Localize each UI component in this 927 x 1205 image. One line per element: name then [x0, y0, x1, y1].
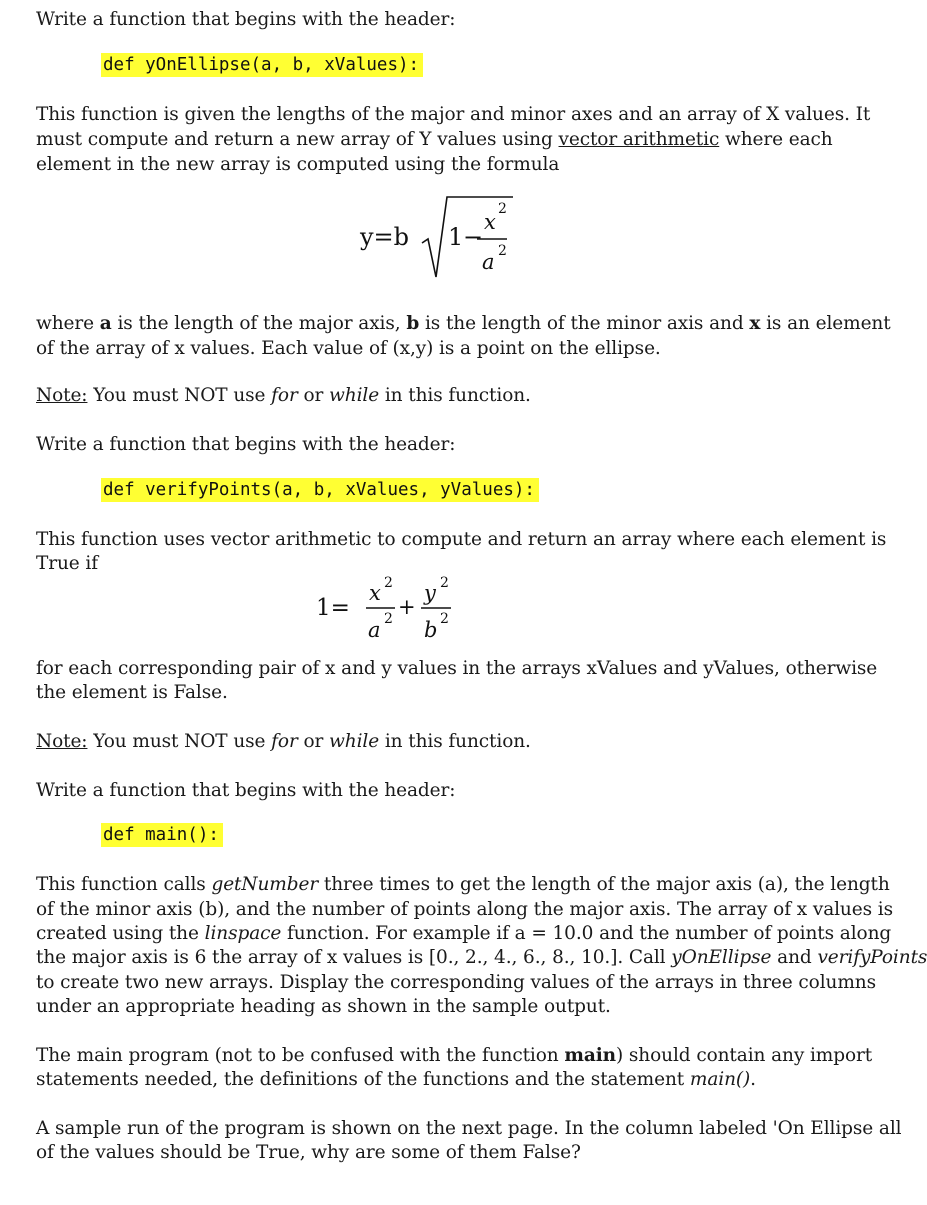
section1-desc-line2: must compute and return a new array of Y values using vector arithmetic where each — [36, 129, 833, 150]
formula2-y: y — [424, 581, 436, 605]
formula2-a-exp: 2 — [384, 611, 393, 627]
formula2-a: a — [368, 618, 381, 642]
section2-desc-line2: True if — [36, 553, 98, 574]
section1-where-line2: of the array of x values. Each value of (x,y) is a point on the ellipse. — [36, 338, 661, 359]
formula2-lhs: 1= — [316, 595, 350, 621]
section3-p3-line1: A sample run of the program is shown on the next page. In the column labeled 'On Ellipse all — [36, 1118, 902, 1139]
section3-p1-line3: created using the linspace function. For example if a = 10.0 and the number of points along — [36, 923, 892, 944]
section3-p2-line1: The main program (not to be confused with the function main) should contain any import — [36, 1045, 873, 1066]
section2-note: Note: You must NOT use for or while in this function. — [36, 731, 531, 752]
ellipse-equation — [316, 575, 466, 655]
section3-p1-line2: of the minor axis (b), and the number of points along the major axis. The array of x values is — [36, 899, 893, 920]
section1-where-line1: where a is the length of the major axis, b is the length of the minor axis and x is an element — [36, 313, 891, 334]
section3-p1-line5: to create two new arrays. Display the corresponding values of the arrays in three columns — [36, 972, 876, 993]
ellipse-formula — [360, 195, 520, 290]
formula1-lhs: y=b — [360, 223, 410, 251]
section3-intro: Write a function that begins with the header: — [36, 780, 456, 801]
formula2-b: b — [424, 618, 438, 642]
section3-p1-line1: This function calls getNumber three times to get the length of the major axis (a), the length — [36, 874, 890, 895]
main-header-code: def main(): — [101, 823, 223, 847]
section2-desc-line1: This function uses vector arithmetic to compute and return an array where each element is — [36, 529, 887, 550]
section3-p2-line2: statements needed, the definitions of the functions and the statement main(). — [36, 1069, 756, 1090]
section1-intro: Write a function that begins with the header: — [36, 9, 456, 30]
section3-p1-line4: the major axis is 6 the array of x values is [0., 2., 4., 6., 8., 10.]. Call yOnEllipse and verifyPoints — [36, 947, 927, 968]
formula2-plus: + — [398, 595, 416, 619]
section1-desc-line1: This function is given the lengths of the major and minor axes and an array of X values. It — [36, 104, 871, 125]
section1-note: Note: You must NOT use for or while in this function. — [36, 385, 531, 406]
section2-after-line1: for each corresponding pair of x and y values in the arrays xValues and yValues, otherwise — [36, 658, 878, 679]
formula2-x: x — [369, 581, 381, 605]
formula1-den: a — [482, 250, 495, 274]
formula2-x-exp: 2 — [384, 575, 393, 591]
verifypoints-header-code: def verifyPoints(a, b, xValues, yValues): — [101, 478, 539, 502]
formula1-num: x — [484, 210, 496, 234]
section2-after-line2: the element is False. — [36, 682, 228, 703]
formula1-den-exp: 2 — [498, 243, 507, 259]
formula2-b-exp: 2 — [440, 611, 449, 627]
formula1-one: 1 — [448, 223, 464, 251]
section3-p3-line2: of the values should be True, why are some of them False? — [36, 1142, 581, 1163]
section1-desc-line3: element in the new array is computed using the formula — [36, 154, 560, 175]
yonellipse-header-code: def yOnEllipse(a, b, xValues): — [101, 53, 423, 77]
formula1-num-exp: 2 — [498, 201, 507, 217]
section3-p1-line6: under an appropriate heading as shown in the sample output. — [36, 996, 611, 1017]
formula2-y-exp: 2 — [440, 575, 449, 591]
section2-intro: Write a function that begins with the header: — [36, 434, 456, 455]
vector-arithmetic-link: vector arithmetic — [558, 129, 720, 150]
formula1-minus: − — [463, 223, 484, 251]
